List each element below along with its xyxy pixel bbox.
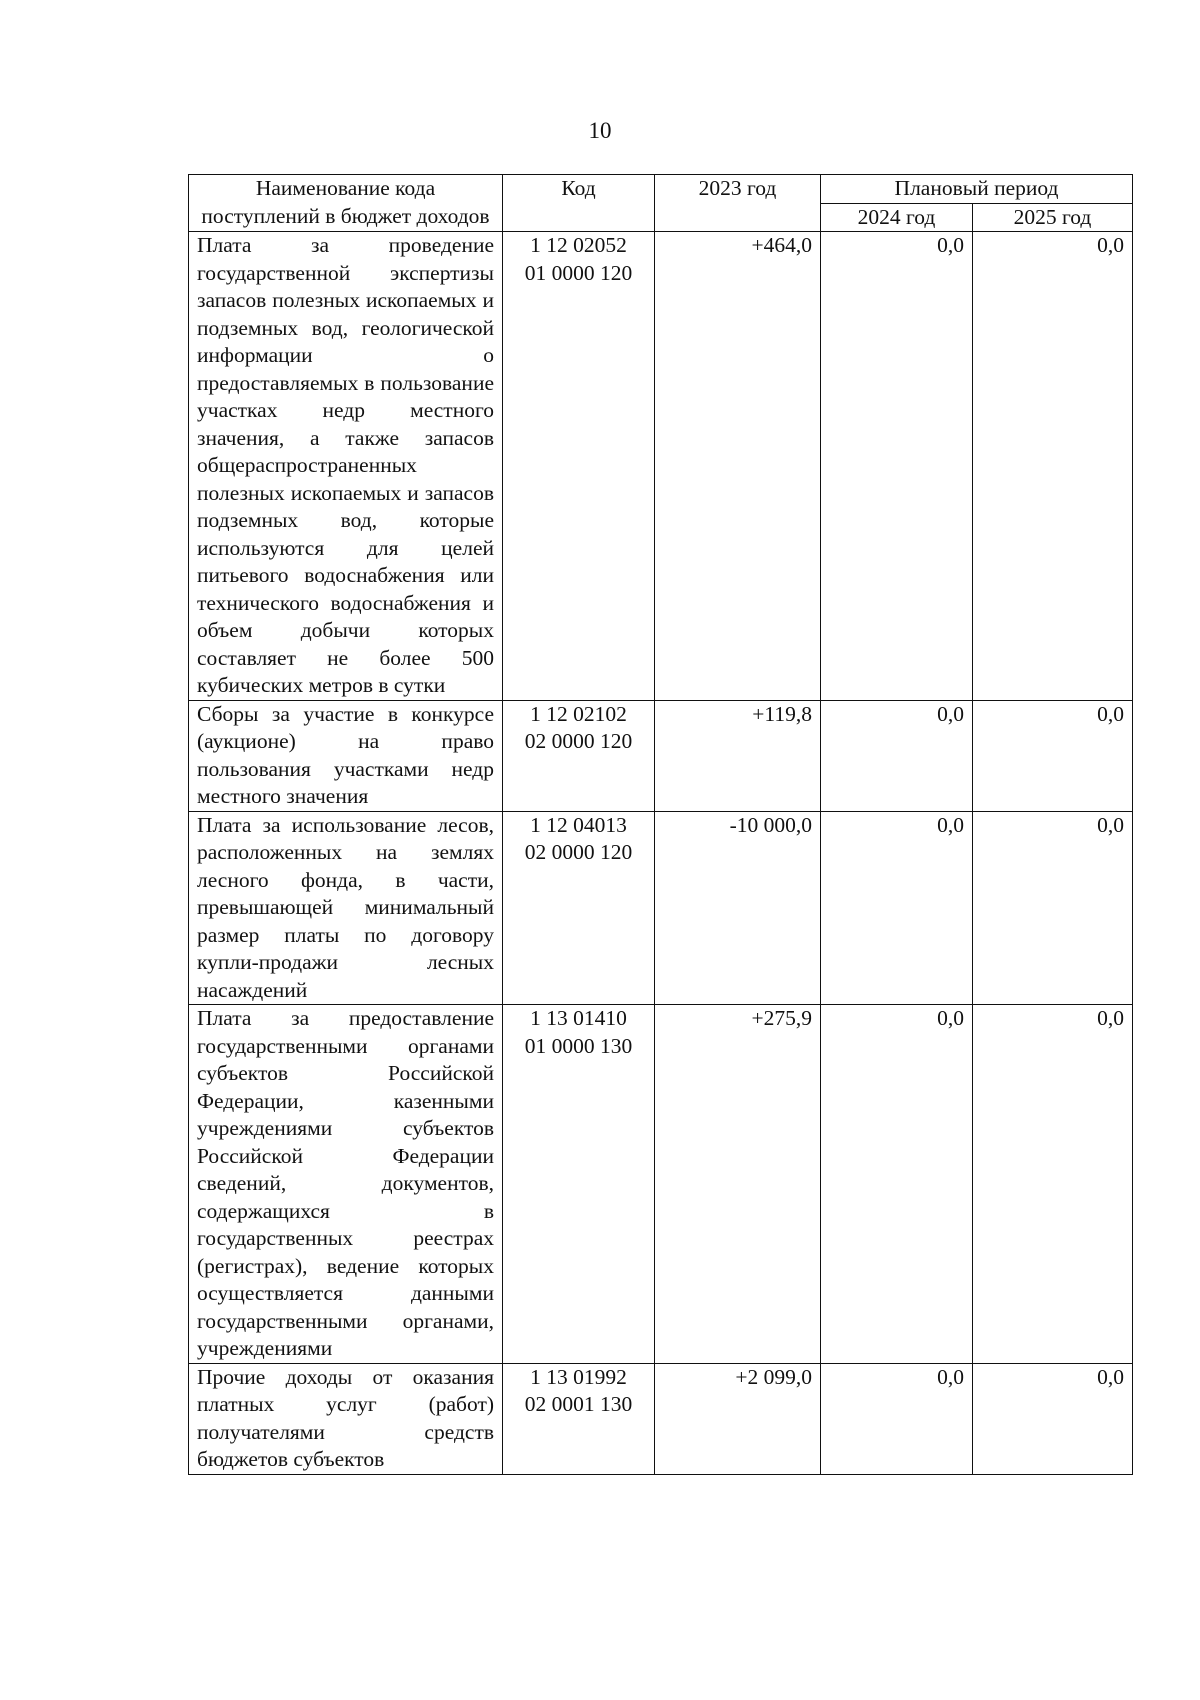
income-code: [503, 1005, 655, 1364]
value-2025: 0,0: [973, 1363, 1133, 1474]
header-2024: 2024 год: [821, 203, 973, 232]
budget-income-table: [188, 174, 1133, 1475]
income-name: Плата за использование лесов, расположенных на землях лесного фонда, в части, превышающей минимальный размер платы по договору купли-продажи лесных насаждений: [189, 811, 503, 1005]
value-2025: 0,0: [973, 232, 1133, 701]
code-part-2: 01 0000 120: [524, 260, 633, 285]
value-2024: 0,0: [821, 811, 973, 1005]
value-2025: 0,0: [973, 1005, 1133, 1364]
code-part-1: 1 12 02102: [530, 701, 627, 726]
income-code: [503, 232, 655, 701]
value-2024: 0,0: [821, 1005, 973, 1364]
header-code: Код: [503, 175, 655, 232]
table-row: [189, 811, 1133, 1005]
code-part-1: 1 13 01992: [530, 1364, 627, 1389]
code-part-2: 02 0001 130: [524, 1392, 633, 1416]
value-2025: 0,0: [973, 700, 1133, 811]
value-2024: 0,0: [821, 700, 973, 811]
value-2024: 0,0: [821, 232, 973, 701]
page-number: 10: [588, 118, 612, 143]
header-plan-period: Плановый период: [821, 175, 1133, 204]
code-part-2: 02 0000 120: [524, 729, 633, 753]
income-name: Плата за проведение государственной экспертизы запасов полезных ископаемых и подземных вод, геологической информации о предоставляемых в пользование участках недр местного значения, а также запасов общераспространенных полезных ископаемых и запасов подземных вод, которые используются для целей питьевого водоснабжения или технического водоснабжения и объем добычи которых составляет не более 500 кубических метров в сутки: [189, 232, 503, 701]
header-name: Наименование кода поступлений в бюджет доходов: [189, 175, 503, 232]
value-2023: +2 099,0: [655, 1363, 821, 1474]
header-row: [189, 175, 1133, 204]
table-row: [189, 1363, 1133, 1474]
code-part-2: 02 0000 120: [524, 840, 633, 864]
income-code: [503, 811, 655, 1005]
value-2023: +464,0: [655, 232, 821, 701]
value-2023: +119,8: [655, 700, 821, 811]
value-2025: 0,0: [973, 811, 1133, 1005]
value-2023: -10 000,0: [655, 811, 821, 1005]
code-part-1: 1 13 01410: [530, 1006, 627, 1030]
code-part-1: 1 12 02052: [530, 233, 627, 257]
value-2023: +275,9: [655, 1005, 821, 1364]
income-name: Сборы за участие в конкурсе (аукционе) на право пользования участками недр местного значения: [189, 700, 503, 811]
code-part-1: 1 12 04013: [530, 812, 627, 837]
table-row: [189, 232, 1133, 701]
table-row: [189, 1005, 1133, 1364]
value-2024: 0,0: [821, 1363, 973, 1474]
income-code: [503, 700, 655, 811]
table-row: [189, 700, 1133, 811]
income-name: Прочие доходы от оказания платных услуг (работ) получателями средств бюджетов субъектов: [189, 1363, 503, 1474]
header-2023: 2023 год: [655, 175, 821, 232]
income-name: Плата за предоставление государственными органами субъектов Российской Федерации, казенными учреждениями субъектов Российской Федерации сведений, документов, содержащихся в государственных реестрах (регистрах), ведение которых осуществляется данными государственными органами, учреждениями: [189, 1005, 503, 1364]
header-2025: 2025 год: [973, 203, 1133, 232]
code-part-2: 01 0000 130: [524, 1033, 633, 1058]
income-code: [503, 1363, 655, 1474]
